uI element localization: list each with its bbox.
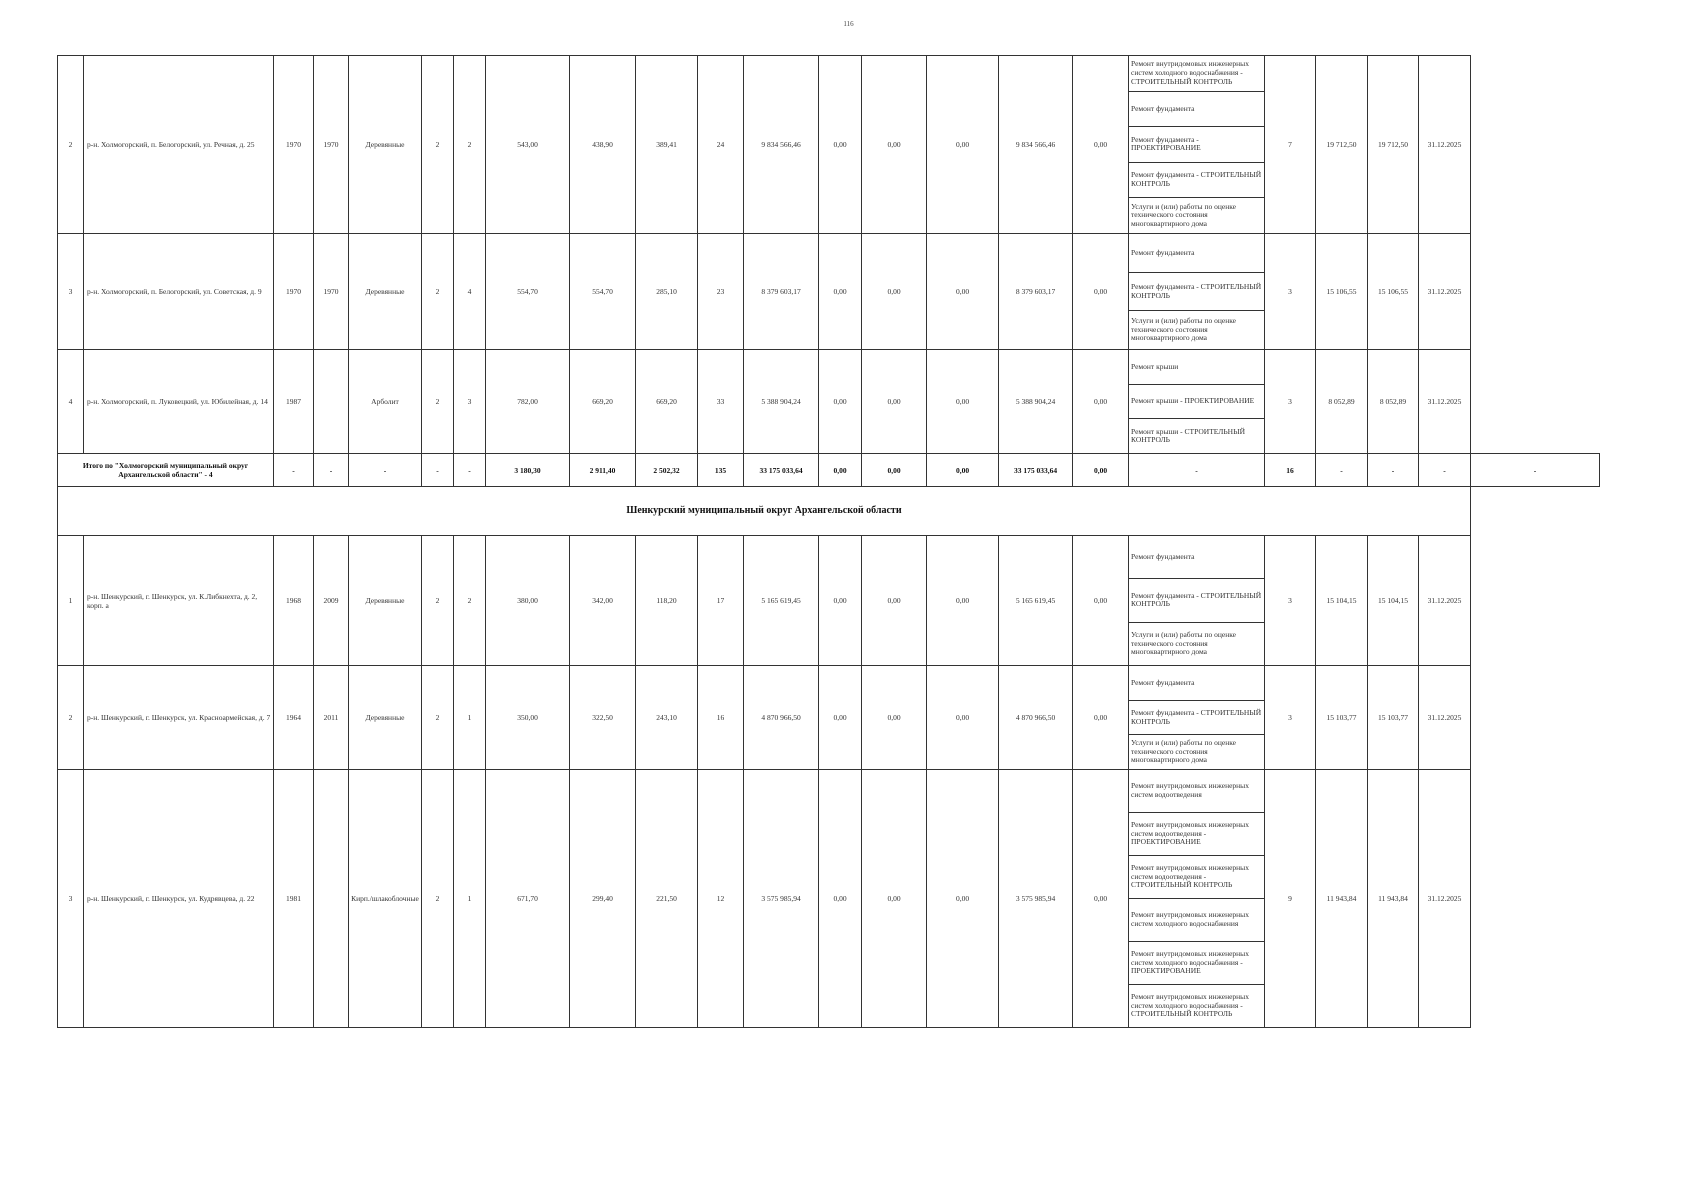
address-cell: р-н. Холмогорский, п. Белогорский, ул. Речная, д. 25 (84, 56, 274, 234)
cell-area-all: 299,40 (570, 770, 636, 1028)
deadline: 31.12.2025 (1419, 666, 1471, 770)
work-item: Ремонт крыши - ПРОЕКТИРОВАНИЕ (1129, 385, 1264, 420)
unit-cost: 15 103,77 (1316, 666, 1368, 770)
address-cell: р-н. Холмогорский, п. Луковецкий, ул. Юбилейная, д. 14 (84, 350, 274, 454)
row-number: 2 (58, 56, 84, 234)
works-list-cell (1129, 536, 1265, 666)
unit-cost: 15 106,55 (1316, 234, 1368, 350)
cell-c-budget-reg: 0,00 (862, 666, 927, 770)
work-item: Ремонт фундамента (1129, 92, 1264, 128)
total-dash: - (1419, 454, 1471, 487)
cell-c-other: 0,00 (1073, 536, 1129, 666)
work-item: Ремонт внутридомовых инженерных систем водоотведения - СТРОИТЕЛЬНЫЙ КОНТРОЛЬ (1129, 856, 1264, 899)
cell-floors: 2 (422, 234, 454, 350)
cell-y2: 2009 (314, 536, 349, 666)
row-number: 1 (58, 536, 84, 666)
cell-c-fund: 0,00 (819, 350, 862, 454)
cell-floors: 2 (422, 56, 454, 234)
cell-area-all: 322,50 (570, 666, 636, 770)
cell-area-total: 782,00 (486, 350, 570, 454)
row-number: 3 (58, 770, 84, 1028)
total-dash: - (274, 454, 314, 487)
work-item: Ремонт внутридомовых инженерных систем водоотведения - ПРОЕКТИРОВАНИЕ (1129, 813, 1264, 856)
work-count: 3 (1265, 350, 1316, 454)
work-count: 7 (1265, 56, 1316, 234)
work-item: Ремонт крыши - СТРОИТЕЛЬНЫЙ КОНТРОЛЬ (1131, 426, 1246, 445)
cell-area-all: 554,70 (570, 234, 636, 350)
cell-y1: 1968 (274, 536, 314, 666)
work-item: Ремонт внутридомовых инженерных систем водоотведения (1129, 770, 1264, 813)
cell-area-all: 669,20 (570, 350, 636, 454)
cell-y2 (314, 770, 349, 1028)
cell-area-total: 543,00 (486, 56, 570, 234)
cell-material: Деревянные (349, 234, 422, 350)
works-list-cell (1129, 770, 1265, 1028)
work-item: Ремонт внутридомовых инженерных систем холодного водоснабжения (1129, 899, 1264, 942)
work-item: Ремонт фундамента - СТРОИТЕЛЬНЫЙ КОНТРОЛЬ (1129, 579, 1264, 622)
works-list-cell (1129, 666, 1265, 770)
unit-limit: 19 712,50 (1368, 56, 1419, 234)
work-item: Ремонт крыши (1129, 350, 1264, 385)
total-work-count: 16 (1265, 454, 1316, 487)
cell-area-res: 669,20 (636, 350, 698, 454)
cell-y1: 1981 (274, 770, 314, 1028)
cell-c-fund: 0,00 (819, 234, 862, 350)
work-item: Услуги и (или) работы по оценке технического состояния многоквартирного дома (1131, 316, 1236, 343)
cell-c-fund: 0,00 (819, 666, 862, 770)
cell-area-total: 380,00 (486, 536, 570, 666)
cell-y2: 1970 (314, 234, 349, 350)
cell-cost-total: 3 575 985,94 (744, 770, 819, 1028)
table-row (58, 666, 1600, 770)
work-item: Ремонт фундамента - ПРОЕКТИРОВАНИЕ (1129, 127, 1264, 163)
work-item: Услуги и (или) работы по оценке технического состояния многоквартирного дома (1131, 201, 1236, 228)
address-cell: р-н. Шенкурский, г. Шенкурск, ул. К.Либкнехта, д. 2, корп. а (84, 536, 274, 666)
total-dash: - (1316, 454, 1368, 487)
work-item: Услуги и (или) работы по оценке технического состояния многоквартирного дома (1131, 629, 1236, 657)
total-c-budget-reg: 0,00 (862, 454, 927, 487)
works-list-cell (1129, 234, 1265, 350)
row-number: 2 (58, 666, 84, 770)
deadline: 31.12.2025 (1419, 770, 1471, 1028)
cell-c-budget-loc: 0,00 (927, 666, 999, 770)
section-title: Шенкурский муниципальный округ Архангельской области (58, 487, 1471, 536)
cell-c-fund: 0,00 (819, 770, 862, 1028)
cell-material: Деревянные (349, 536, 422, 666)
works-list-cell (1129, 350, 1265, 454)
cell-c-owners: 9 834 566,46 (999, 56, 1073, 234)
work-count: 3 (1265, 536, 1316, 666)
address-cell: р-н. Холмогорский, п. Белогорский, ул. Советская, д. 9 (84, 234, 274, 350)
unit-cost: 19 712,50 (1316, 56, 1368, 234)
unit-cost: 11 943,84 (1316, 770, 1368, 1028)
work-item: Ремонт фундамента (1129, 666, 1264, 701)
cell-cost-total: 8 379 603,17 (744, 234, 819, 350)
cell-entrances: 1 (454, 770, 486, 1028)
deadline: 31.12.2025 (1419, 234, 1471, 350)
cell-y1: 1964 (274, 666, 314, 770)
total-area-total: 3 180,30 (486, 454, 570, 487)
repair-register-table (57, 55, 1600, 1028)
unit-limit: 11 943,84 (1368, 770, 1419, 1028)
cell-y2: 2011 (314, 666, 349, 770)
table-row (58, 56, 1600, 234)
cell-residents: 33 (698, 350, 744, 454)
total-residents: 135 (698, 454, 744, 487)
cell-c-other: 0,00 (1073, 770, 1129, 1028)
table-body (58, 56, 1600, 1028)
cell-area-res: 285,10 (636, 234, 698, 350)
section-header-row (58, 487, 1600, 536)
work-item: Ремонт фундамента - СТРОИТЕЛЬНЫЙ КОНТРОЛЬ (1129, 273, 1264, 312)
cell-area-total: 554,70 (486, 234, 570, 350)
total-dash: - (1129, 454, 1265, 487)
total-dash: - (1368, 454, 1419, 487)
work-item: Ремонт фундамента (1129, 234, 1264, 273)
cell-c-other: 0,00 (1073, 666, 1129, 770)
cell-c-other: 0,00 (1073, 350, 1129, 454)
deadline: 31.12.2025 (1419, 56, 1471, 234)
work-count: 3 (1265, 666, 1316, 770)
cell-c-owners: 8 379 603,17 (999, 234, 1073, 350)
cell-c-budget-reg: 0,00 (862, 770, 927, 1028)
cell-entrances: 4 (454, 234, 486, 350)
cell-c-other: 0,00 (1073, 56, 1129, 234)
address-cell: р-н. Шенкурский, г. Шенкурск, ул. Красноармейская, д. 7 (84, 666, 274, 770)
deadline: 31.12.2025 (1419, 350, 1471, 454)
table-row (58, 536, 1600, 666)
unit-limit: 8 052,89 (1368, 350, 1419, 454)
cell-c-owners: 4 870 966,50 (999, 666, 1073, 770)
unit-cost: 15 104,15 (1316, 536, 1368, 666)
work-item: Ремонт внутридомовых инженерных систем холодного водоснабжения - ПРОЕКТИРОВАНИЕ (1129, 942, 1264, 985)
cell-area-res: 389,41 (636, 56, 698, 234)
cell-material: Арболит (349, 350, 422, 454)
row-number: 4 (58, 350, 84, 454)
total-row (58, 454, 1600, 487)
total-area-res: 2 502,32 (636, 454, 698, 487)
work-item: Ремонт фундамента - СТРОИТЕЛЬНЫЙ КОНТРОЛЬ (1129, 701, 1264, 736)
deadline: 31.12.2025 (1419, 536, 1471, 666)
work-count: 9 (1265, 770, 1316, 1028)
cell-entrances: 2 (454, 56, 486, 234)
cell-cost-total: 5 165 619,45 (744, 536, 819, 666)
total-label: Итого по "Холмогорский муниципальный округ Архангельской области" - 4 (58, 454, 274, 487)
unit-limit: 15 106,55 (1368, 234, 1419, 350)
cell-entrances: 2 (454, 536, 486, 666)
cell-c-budget-loc: 0,00 (927, 536, 999, 666)
cell-residents: 23 (698, 234, 744, 350)
cell-c-budget-reg: 0,00 (862, 234, 927, 350)
cell-area-res: 243,10 (636, 666, 698, 770)
total-cost-total: 33 175 033,64 (744, 454, 819, 487)
cell-area-total: 350,00 (486, 666, 570, 770)
cell-c-budget-loc: 0,00 (927, 56, 999, 234)
cell-floors: 2 (422, 666, 454, 770)
total-c-fund: 0,00 (819, 454, 862, 487)
unit-cost: 8 052,89 (1316, 350, 1368, 454)
cell-c-budget-reg: 0,00 (862, 56, 927, 234)
cell-floors: 2 (422, 536, 454, 666)
cell-area-res: 221,50 (636, 770, 698, 1028)
unit-limit: 15 104,15 (1368, 536, 1419, 666)
total-c-budget-loc: 0,00 (927, 454, 999, 487)
table-row (58, 770, 1600, 1028)
cell-c-owners: 5 388 904,24 (999, 350, 1073, 454)
cell-c-budget-reg: 0,00 (862, 350, 927, 454)
cell-floors: 2 (422, 770, 454, 1028)
cell-c-fund: 0,00 (819, 56, 862, 234)
work-item: Ремонт внутридомовых инженерных систем холодного водоснабжения - СТРОИТЕЛЬНЫЙ КОНТРОЛЬ (1131, 992, 1249, 1019)
cell-c-owners: 5 165 619,45 (999, 536, 1073, 666)
work-item: Ремонт фундамента (1129, 536, 1264, 579)
total-c-owners: 33 175 033,64 (999, 454, 1073, 487)
work-count: 3 (1265, 234, 1316, 350)
cell-floors: 2 (422, 350, 454, 454)
total-dash: - (454, 454, 486, 487)
table-row (58, 234, 1600, 350)
cell-c-budget-reg: 0,00 (862, 536, 927, 666)
cell-c-budget-loc: 0,00 (927, 350, 999, 454)
cell-entrances: 1 (454, 666, 486, 770)
total-dash: - (1471, 454, 1600, 487)
address-cell: р-н. Шенкурский, г. Шенкурск, ул. Кудрявцева, д. 22 (84, 770, 274, 1028)
cell-material: Кирп./шлакоблочные (349, 770, 422, 1028)
work-item: Ремонт фундамента - СТРОИТЕЛЬНЫЙ КОНТРОЛЬ (1129, 163, 1264, 199)
cell-cost-total: 5 388 904,24 (744, 350, 819, 454)
cell-residents: 12 (698, 770, 744, 1028)
unit-limit: 15 103,77 (1368, 666, 1419, 770)
cell-c-other: 0,00 (1073, 234, 1129, 350)
cell-area-res: 118,20 (636, 536, 698, 666)
work-item: Ремонт внутридомовых инженерных систем холодного водоснабжения - СТРОИТЕЛЬНЫЙ КОНТРОЛЬ (1129, 56, 1264, 92)
cell-residents: 24 (698, 56, 744, 234)
cell-area-all: 438,90 (570, 56, 636, 234)
total-dash: - (349, 454, 422, 487)
cell-residents: 16 (698, 666, 744, 770)
cell-area-total: 671,70 (486, 770, 570, 1028)
cell-area-all: 342,00 (570, 536, 636, 666)
work-item: Услуги и (или) работы по оценке технического состояния многоквартирного дома (1131, 738, 1236, 765)
cell-y1: 1970 (274, 56, 314, 234)
cell-cost-total: 4 870 966,50 (744, 666, 819, 770)
cell-residents: 17 (698, 536, 744, 666)
cell-entrances: 3 (454, 350, 486, 454)
cell-c-budget-loc: 0,00 (927, 770, 999, 1028)
row-number: 3 (58, 234, 84, 350)
page-number: 116 (843, 20, 854, 28)
cell-material: Деревянные (349, 666, 422, 770)
cell-c-budget-loc: 0,00 (927, 234, 999, 350)
cell-y2 (314, 350, 349, 454)
total-c-other: 0,00 (1073, 454, 1129, 487)
cell-c-fund: 0,00 (819, 536, 862, 666)
works-list-cell (1129, 56, 1265, 234)
cell-y1: 1970 (274, 234, 314, 350)
table-row (58, 350, 1600, 454)
cell-y2: 1970 (314, 56, 349, 234)
total-dash: - (422, 454, 454, 487)
cell-y1: 1987 (274, 350, 314, 454)
cell-cost-total: 9 834 566,46 (744, 56, 819, 234)
cell-c-owners: 3 575 985,94 (999, 770, 1073, 1028)
total-area-all: 2 911,40 (570, 454, 636, 487)
cell-material: Деревянные (349, 56, 422, 234)
total-dash: - (314, 454, 349, 487)
